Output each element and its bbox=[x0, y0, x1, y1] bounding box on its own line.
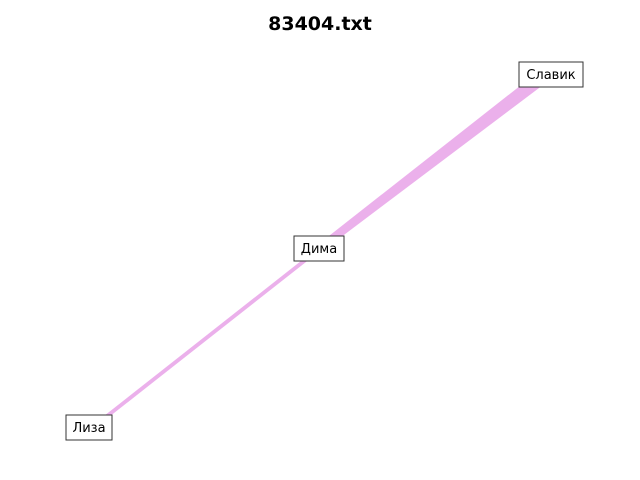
node-slavik[interactable] bbox=[519, 62, 583, 87]
node-label-slavik: Славик bbox=[526, 68, 576, 83]
node-label-liza: Лиза bbox=[72, 421, 106, 436]
node-liza[interactable] bbox=[66, 415, 112, 440]
graph-title: 83404.txt bbox=[268, 13, 372, 35]
edge-dima-slavik bbox=[320, 71, 547, 253]
edge-liza-dima bbox=[90, 246, 320, 428]
node-dima[interactable] bbox=[294, 236, 344, 261]
node-label-dima: Дима bbox=[300, 242, 338, 257]
